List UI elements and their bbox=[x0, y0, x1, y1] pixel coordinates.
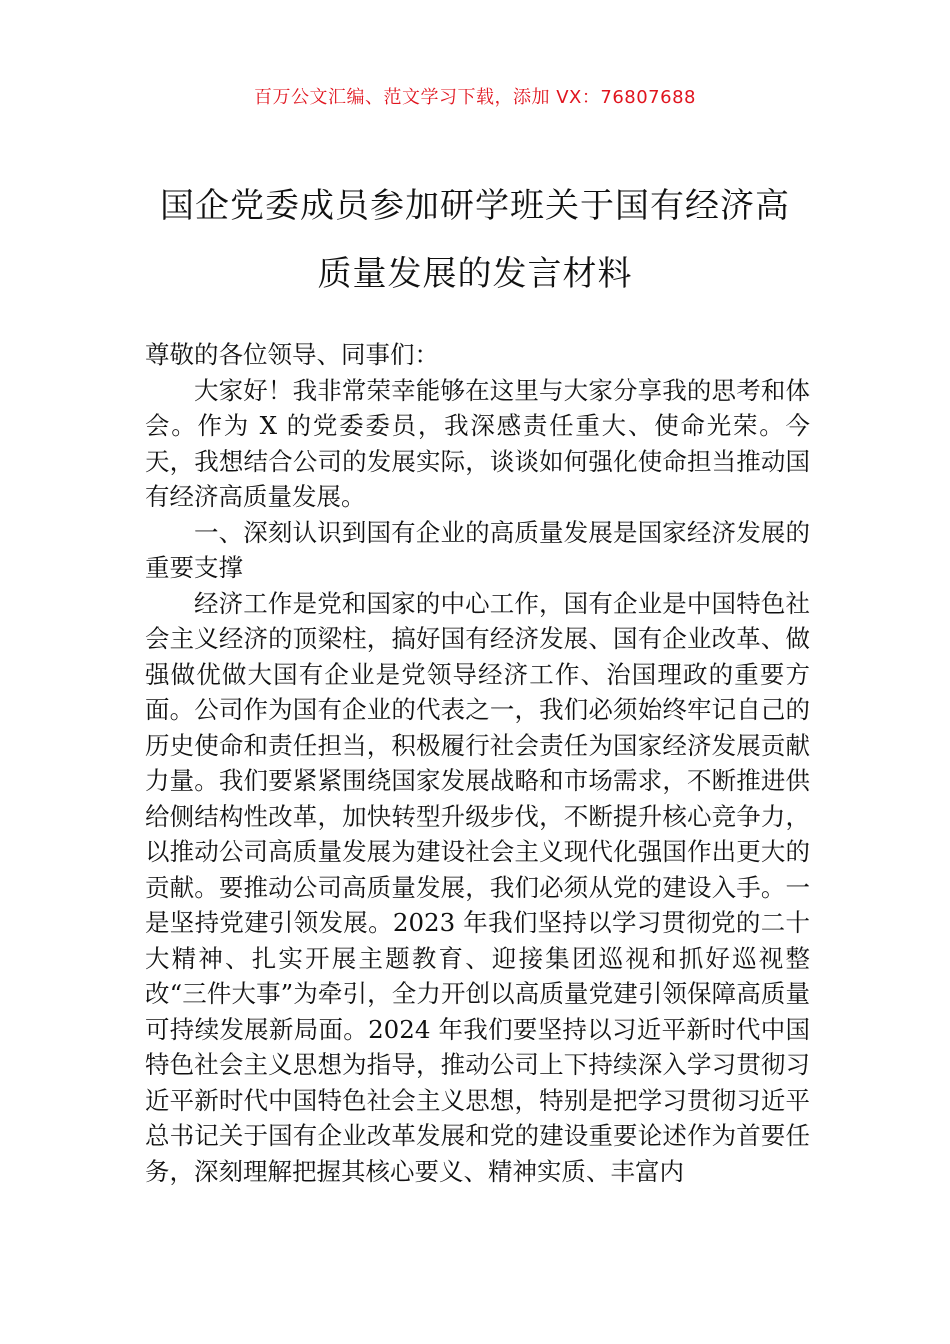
paragraph-greeting: 大家好！我非常荣幸能够在这里与大家分享我的思考和体会。作为 X 的党委委员，我深感责任重大、使命光荣。今天，我想结合公司的发展实际，谈谈如何强化使命担当推动国有经济高质量发展。 bbox=[145, 375, 810, 511]
header-watermark-note: 百万公文汇编、范文学习下载，添加 VX：76807688 bbox=[254, 87, 696, 108]
section-heading-1: 一、深刻认识到国有企业的高质量发展是国家经济发展的重要支撑 bbox=[145, 517, 810, 582]
paragraph-section-1: 经济工作是党和国家的中心工作，国有企业是中国特色社会主义经济的顶梁柱，搞好国有经济发展、国有企业改革、做强做优做大国有企业是党领导经济工作、治国理政的重要方面。公司作为国有企业的代表之一，我们必须始终牢记自己的历史使命和责任担当，积极履行社会责任为国家经济发展贡献力量。我们要紧紧围绕国家发展战略和市场需求，不断推进供给侧结构性改革，加快转型升级步伐，不断提升核心竞争力，以推动公司高质量发展为建设社会主义现代化强国作出更大的贡献。要推动公司高质量发展，我们必须从党的建设入手。一是坚持党建引领发展。2023 年我们坚持以学习贯彻党的二十大精神、扎实开展主题教育、迎接集团巡视和抓好巡视整改“三件大事”为牵引，全力开创以高质量党建引领保障高质量可持续发展新局面。2024 年我们要坚持以习近平新时代中国特色社会主义思想为指导，推动公司上下持续深入学习贯彻习近平新时代中国特色社会主义思想，特别是把学习贯彻习近平总书记关于国有企业改革发展和党的建设重要论述作为首要任务，深刻理解把握其核心要义、精神实质、丰富内 bbox=[145, 588, 810, 1186]
salutation: 尊敬的各位领导、同事们： bbox=[145, 340, 439, 369]
title-line-2: 质量发展的发言材料 bbox=[317, 254, 633, 294]
document-title bbox=[100, 172, 850, 308]
document-body bbox=[145, 337, 810, 1189]
title-line-1: 国企党委成员参加研学班关于国有经济高 bbox=[160, 186, 790, 226]
